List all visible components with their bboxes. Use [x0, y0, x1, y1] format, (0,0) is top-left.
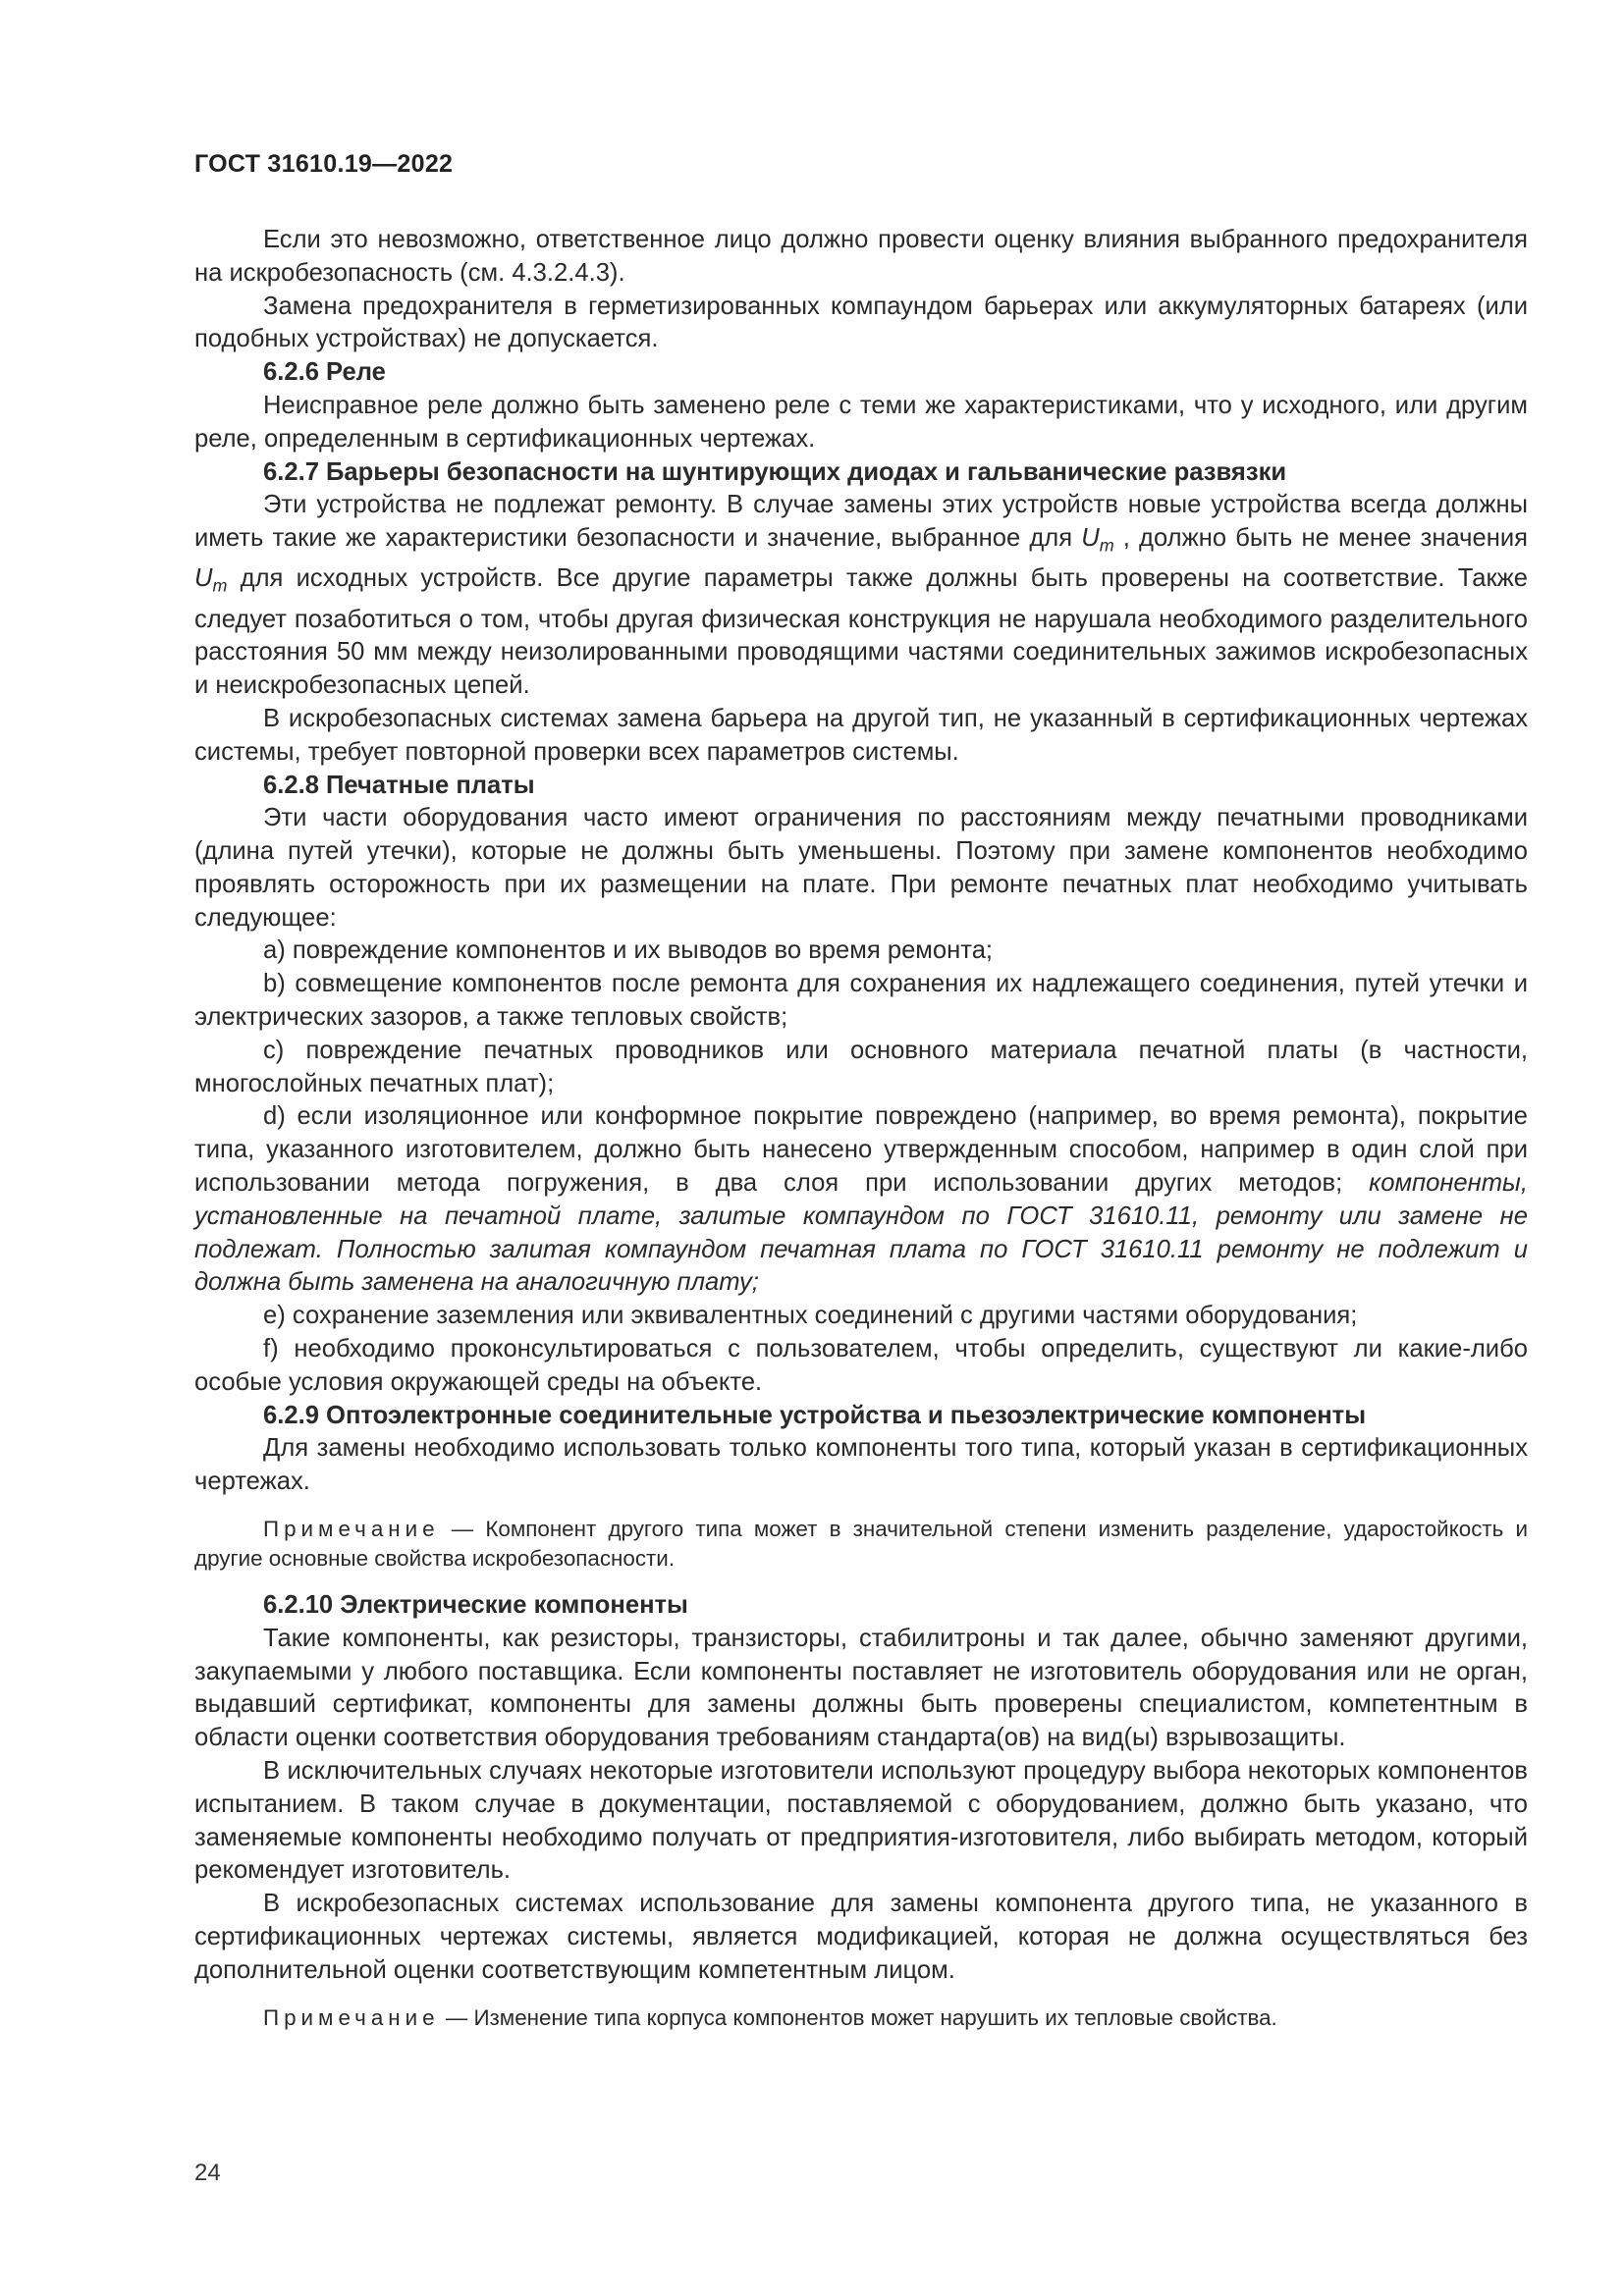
text-run: для исходных устройств. Все другие параметры также должны быть проверены на соответствие. Также следует позаботиться о том, чтобы другая физическая конструкция не нарушала необходимого разделительного расстояния 50 мм между неизолированными проводящими частями соединительных зажимов искробезопасных и неискробезопасных цепей.	[194, 564, 1528, 700]
list-item-d	[194, 1100, 1528, 1300]
text-run: Эти устройства не подлежат ремонту. В случае замены этих устройств новые устройства всегда должны иметь такие же характеристики безопасности и значение, выбранное для	[194, 491, 1528, 553]
list-item-b: b) совмещение компонентов после ремонта для сохранения их надлежащего соединения, путей утечки и электрических зазоров, а также тепловых свойств;	[194, 970, 1528, 1032]
section-heading-6-2-8: 6.2.8 Печатные платы	[263, 771, 535, 799]
text-run: , должно быть не менее значения	[1113, 524, 1528, 553]
section-heading-6-2-9: 6.2.9 Оптоэлектронные соединительные устройства и пьезоэлектрические компоненты	[263, 1401, 1367, 1429]
note-label: Примечание	[263, 1517, 440, 1542]
um-symbol: $U_m$	[1081, 524, 1114, 556]
list-item-e: e) сохранение заземления или эквивалентных соединений с другими частями оборудования;	[263, 1302, 1358, 1330]
note-text: — Изменение типа корпуса компонентов может нарушить их тепловые свойства.	[439, 2004, 1277, 2030]
text-run: d) если изоляционное или конформное покрытие повреждено (например, во время ремонта), покрытие типа, указанного изготовителем, должно быть нанесено утвержденным способом, например в один слой при использовании метода погружения, в два слоя при использовании других методов;	[194, 1102, 1528, 1198]
note-label: Примечание	[263, 2004, 440, 2030]
um-symbol: $U_m$	[194, 564, 228, 596]
note	[194, 1515, 1528, 1574]
paragraph: В искробезопасных системах замена барьера на другой тип, не указанный в сертификационных чертежах системы, требует повторной проверки всех параметров системы.	[194, 704, 1528, 766]
note	[194, 2003, 1528, 2033]
paragraph: Такие компоненты, как резисторы, транзисторы, стабилитроны и так далее, обычно заменяют другими, закупаемыми у любого поставщика. Если компоненты поставляет не изготовитель оборудования или не орган, выдавший сертификат, компоненты для замены должны быть проверены специалистом, компетентным в области оценки соответствия оборудования требованиям стандарта(ов) на вид(ы) взрывозащиты.	[194, 1624, 1528, 1752]
paragraph: Замена предохранителя в герметизированных компаундом барьерах или аккумуляторных батареях (или подобных устройствах) не допускается.	[194, 292, 1528, 353]
list-item-a: a) повреждение компонентов и их выводов во время ремонта;	[263, 936, 994, 965]
page-number: 24	[194, 2160, 221, 2186]
document-header: ГОСТ 31610.19—2022	[194, 150, 454, 178]
list-item-c: c) повреждение печатных проводников или основного материала печатной платы (в частности, многослойных печатных плат);	[194, 1036, 1528, 1097]
paragraph: Если это невозможно, ответственное лицо должно провести оценку влияния выбранного предохранителя на искробезопасность (см. 4.3.2.4.3).	[194, 226, 1528, 287]
paragraph: Эти части оборудования часто имеют ограничения по расстояниям между печатными проводниками (длина путей утечки), которые не должны быть уменьшены. Поэтому при замене компонентов необходимо проявлять осторожность при их размещении на плате. При ремонте печатных плат необходимо учитывать следующее:	[194, 804, 1528, 932]
italic-text-run: компоненты, установленные на печатной плате, залитые компаундом по ГОСТ 31610.11, ремонту или замене не подлежат. Полностью залитая компаундом печатная плата по ГОСТ 31610.11 ремонту не подлежит и должна быть заменена на аналогичную плату;	[194, 1169, 1528, 1297]
section-heading-6-2-10: 6.2.10 Электрические компоненты	[263, 1591, 688, 1620]
document-body	[194, 224, 1528, 2049]
section-heading-6-2-6: 6.2.6 Реле	[263, 358, 386, 387]
note-text: — Компонент другого типа может в значительной степени изменить разделение, ударостойкость и другие основные свойства искробезопасности.	[194, 1517, 1528, 1572]
list-item-f: f) необходимо проконсультироваться с пользователем, чтобы определить, существуют ли какие-либо особые условия окружающей среды на объекте.	[194, 1335, 1528, 1396]
paragraph: Для замены необходимо использовать только компоненты того типа, который указан в сертификационных чертежах.	[194, 1434, 1528, 1496]
paragraph: Неисправное реле должно быть заменено реле с теми же характеристиками, что у исходного, или другим реле, определенным в сертификационных чертежах.	[194, 391, 1528, 453]
paragraph: В искробезопасных системах использование для замены компонента другого типа, не указанного в сертификационных чертежах системы, является модификацией, которая не должна осуществляться без дополнительной оценки соответствующим компетентным лицом.	[194, 1890, 1528, 1984]
paragraph-um	[194, 489, 1528, 703]
section-heading-6-2-7: 6.2.7 Барьеры безопасности на шунтирующих диодах и гальванические развязки	[263, 457, 1287, 486]
paragraph: В исключительных случаях некоторые изготовители используют процедуру выбора некоторых компонентов испытанием. В таком случае в документации, поставляемой с оборудованием, должно быть указано, что заменяемые компоненты необходимо получать от предприятия-изготовителя, либо выбирать методом, который рекомендует изготовитель.	[194, 1757, 1528, 1885]
